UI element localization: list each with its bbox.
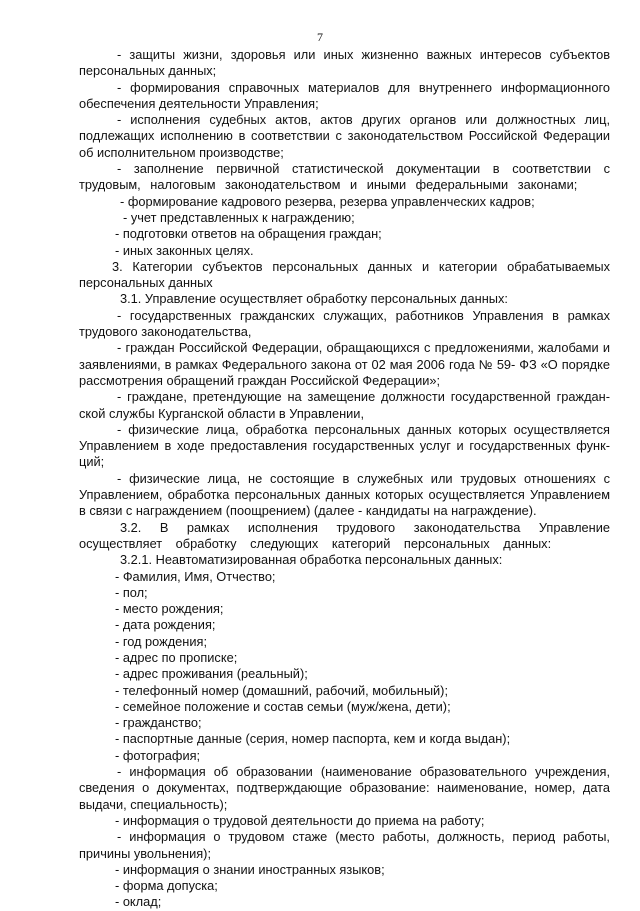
list-item-full-name: - Фамилия, Имя, Отчество; — [115, 568, 276, 584]
page-number: 7 — [317, 30, 323, 44]
list-item-residence-address: - адрес проживания (реальный); — [115, 666, 308, 682]
list-item-sex: - пол; — [115, 584, 148, 600]
subject-citizens-appeals: - граждан Российской Федерации, обращающихся с предложениями, жалобами и заявлениями, в рамках Федерального закона от 02 мая 2006 года № 59- ФЗ «О порядке рассмотрения обращений граждан Российской Федерации»; — [79, 340, 610, 388]
list-item-family: - семейное положение и состав семьи (муж/жена, дети); — [115, 698, 451, 714]
paragraph-purpose-other: - иных законных целях. — [115, 242, 254, 258]
list-item-work-experience: - информация о трудовом стаже (место работы, должность, период работы, причины увольнения); — [79, 829, 610, 861]
list-item-clearance: - форма допуска; — [115, 878, 218, 894]
list-item-registration-address: - адрес по прописке; — [115, 649, 238, 665]
list-item-birth-year: - год рождения; — [115, 633, 207, 649]
subject-civil-servants: - государственных гражданских служащих, работников Управления в рамках трудового законодательства, — [79, 307, 610, 340]
list-item-phone: - телефонный номер (домашний, рабочий, мобильный); — [115, 682, 448, 698]
list-item-birthdate: - дата рождения; — [115, 617, 216, 633]
subject-award-candidates: - физические лица, не состоящие в служебных или трудовых отношениях с Управлением, обработка персональных данных которых осуществляется Управлением в связи с награждением (поощрением) (далее - кандидаты на награждение). — [79, 470, 610, 519]
list-item-work-history: - информация о трудовой деятельности до приема на работу; — [115, 812, 485, 828]
paragraph-purpose-personnel-reserve: - формирование кадрового резерва, резерва управленческих кадров; — [120, 193, 535, 209]
paragraph-purpose-reference-materials: - формирования справочных материалов для внутреннего информационного обеспечения деятельности Управления; — [79, 79, 610, 111]
list-item-citizenship: - гражданство; — [115, 715, 202, 731]
paragraph-purpose-awards: - учет представленных к награждению; — [123, 209, 355, 225]
list-item-salary: - оклад; — [115, 894, 162, 910]
section-heading-3: 3. Категории субъектов персональных данных и категории обрабатываемых персональных данных — [79, 258, 610, 291]
document-body — [79, 47, 610, 911]
subsection-3-1: 3.1. Управление осуществляет обработку персональных данных: — [120, 291, 508, 307]
list-item-passport: - паспортные данные (серия, номер паспорта, кем и когда выдан); — [115, 731, 511, 747]
list-item-birthplace: - место рождения; — [115, 601, 224, 617]
subsection-3-2: 3.2. В рамках исполнения трудового законодательства Управление осуществляет обработку следующих категорий персональных данных: — [79, 519, 610, 551]
paragraph-purpose-court-acts: - исполнения судебных актов, актов других органов или должностных лиц, подлежащих исполнению в соответствии с законодательством Российской Федерации об исполнительном производстве; — [79, 112, 610, 160]
paragraph-purpose-citizen-requests: - подготовки ответов на обращения граждан; — [115, 226, 382, 242]
paragraph-purpose-statistics: - заполнение первичной статистической документации в соответствии с трудовым, налоговым законодательством и иными федеральными законами; — [79, 161, 610, 193]
list-item-photo: - фотография; — [115, 747, 201, 763]
subject-service-recipients: - физические лица, обработка персональных данных которых осуществляется Управлением в ходе предоставления государственных услуг и государственных функций; — [79, 421, 610, 470]
list-item-languages: - информация о знании иностранных языков; — [115, 861, 385, 877]
paragraph-purpose-life-protection: - защиты жизни, здоровья или иных жизненно важных интересов субъектов персональных данных; — [79, 47, 610, 79]
list-item-education: - информация об образовании (наименование образовательного учреждения, сведения о документах, подтверждающие образование: наименование, номер, дата выдачи, специальность); — [79, 764, 610, 812]
subject-candidates: - граждане, претендующие на замещение должности государственной гражданской службы Курганской области в Управлении, — [79, 389, 610, 421]
subsection-3-2-1: 3.2.1. Неавтоматизированная обработка персональных данных: — [120, 552, 503, 568]
